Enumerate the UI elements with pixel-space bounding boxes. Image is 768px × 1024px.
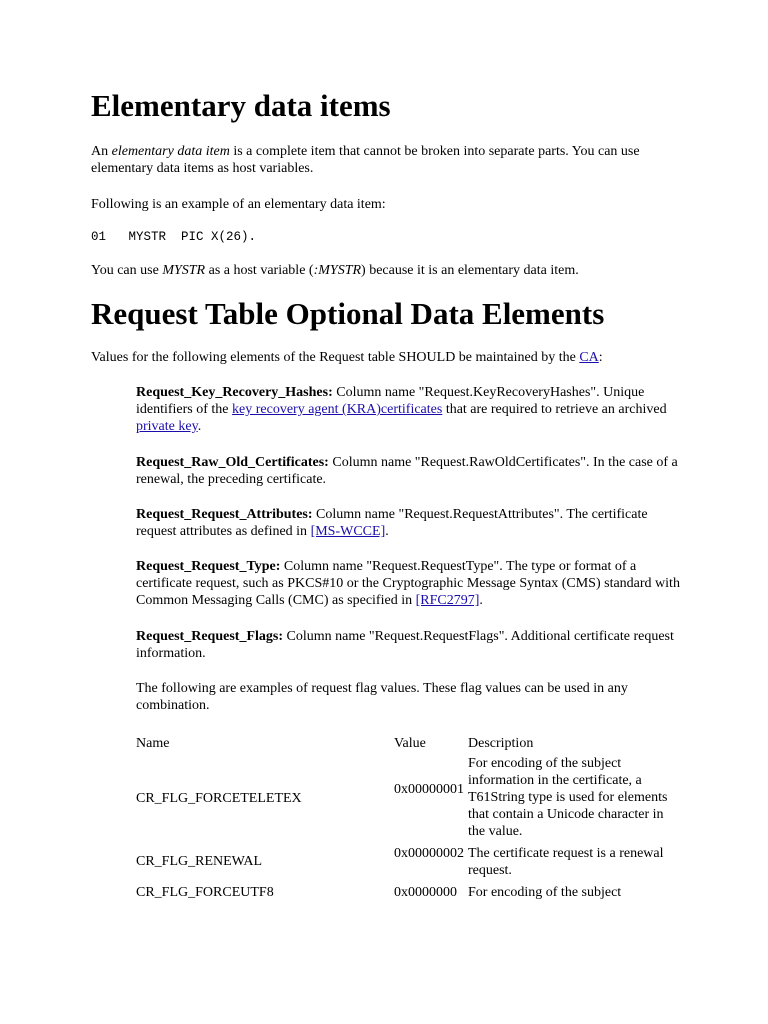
definition-request-attributes bbox=[136, 506, 681, 540]
text: An bbox=[91, 144, 112, 159]
definition-raw-old-certificates bbox=[136, 454, 681, 488]
term: Request_Request_Attributes: bbox=[136, 507, 313, 522]
flag-value: 0x0000000 bbox=[394, 885, 457, 900]
term: Request_Raw_Old_Certificates: bbox=[136, 455, 329, 470]
text: is a complete item that cannot be broken into separate parts. You can use elementary data items as host variables. bbox=[91, 144, 640, 176]
text: Column name "Request.RawOldCertificates". In the case of a renewal, the preceding certificate. bbox=[136, 455, 678, 487]
text: Column name "Request.RequestFlags". Additional certificate request information. bbox=[136, 629, 674, 661]
flag-name: CR_FLG_FORCEUTF8 bbox=[136, 885, 274, 900]
term: Request_Key_Recovery_Hashes: bbox=[136, 385, 333, 400]
text: Column name "Request.RequestType". The type or format of a certificate request, such as PKCS#10 or the Cryptographic Message Syntax (CMS) standard with Common Messaging Calls (CMC) as specified in bbox=[136, 559, 680, 608]
definition-key-recovery-hashes bbox=[136, 384, 681, 435]
emphasis-term: elementary data item bbox=[111, 144, 230, 159]
text: . bbox=[197, 419, 202, 434]
link-private-key[interactable]: private key bbox=[136, 419, 198, 434]
column-header-name: Name bbox=[136, 736, 170, 751]
flag-value: 0x00000002 bbox=[394, 846, 464, 861]
definition-request-type bbox=[136, 558, 681, 609]
text: Values for the following elements of the Request table SHOULD be maintained by the bbox=[91, 350, 580, 365]
paragraph-example-intro: Following is an example of an elementary data item: bbox=[91, 197, 386, 212]
column-header-description: Description bbox=[468, 736, 534, 751]
text: . bbox=[385, 524, 389, 539]
term: Request_Request_Flags: bbox=[136, 629, 283, 644]
heading-elementary-data-items: Elementary data items bbox=[91, 88, 391, 123]
flag-description: For encoding of the subject bbox=[468, 885, 622, 900]
paragraph-host-variable bbox=[91, 262, 579, 279]
paragraph-elementary-definition bbox=[91, 143, 681, 177]
text: . bbox=[479, 593, 483, 608]
link-rfc2797[interactable]: [RFC2797] bbox=[415, 593, 480, 608]
text: You can use bbox=[91, 263, 163, 278]
code-sample: 01 MYSTR PIC X(26). bbox=[91, 230, 257, 244]
flag-description: For encoding of the subject information in the certificate, a T61String type is used for elements that contain a Unicode character in the value. bbox=[468, 756, 668, 839]
column-header-value: Value bbox=[394, 736, 426, 751]
paragraph-request-intro bbox=[91, 349, 603, 366]
flag-name: CR_FLG_RENEWAL bbox=[136, 854, 262, 869]
flag-value: 0x00000001 bbox=[394, 782, 464, 797]
heading-request-table: Request Table Optional Data Elements bbox=[91, 296, 605, 331]
text: ) because it is an elementary data item. bbox=[361, 263, 579, 278]
flag-name: CR_FLG_FORCETELETEX bbox=[136, 791, 302, 806]
flag-description: The certificate request is a renewal request. bbox=[468, 846, 664, 878]
text: as a host variable ( bbox=[205, 263, 314, 278]
link-ms-wcce[interactable]: [MS-WCCE] bbox=[310, 524, 386, 539]
paragraph-flags-intro: The following are examples of request flag values. These flag values can be used in any combination. bbox=[136, 681, 628, 713]
text: Column name "Request.RequestAttributes". The certificate request attributes as defined in bbox=[136, 507, 648, 539]
text: : bbox=[598, 350, 603, 365]
link-kra-certificates[interactable]: key recovery agent (KRA)certificates bbox=[232, 402, 443, 417]
text: Column name "Request.KeyRecoveryHashes". Unique identifiers of the bbox=[136, 385, 645, 417]
text: that are required to retrieve an archived bbox=[442, 402, 667, 417]
link-ca[interactable]: CA bbox=[579, 350, 599, 365]
definition-request-flags bbox=[136, 628, 681, 662]
term: Request_Request_Type: bbox=[136, 559, 281, 574]
emphasis-mystr: MYSTR bbox=[162, 263, 206, 278]
emphasis-mystr-var: :MYSTR bbox=[313, 263, 362, 278]
